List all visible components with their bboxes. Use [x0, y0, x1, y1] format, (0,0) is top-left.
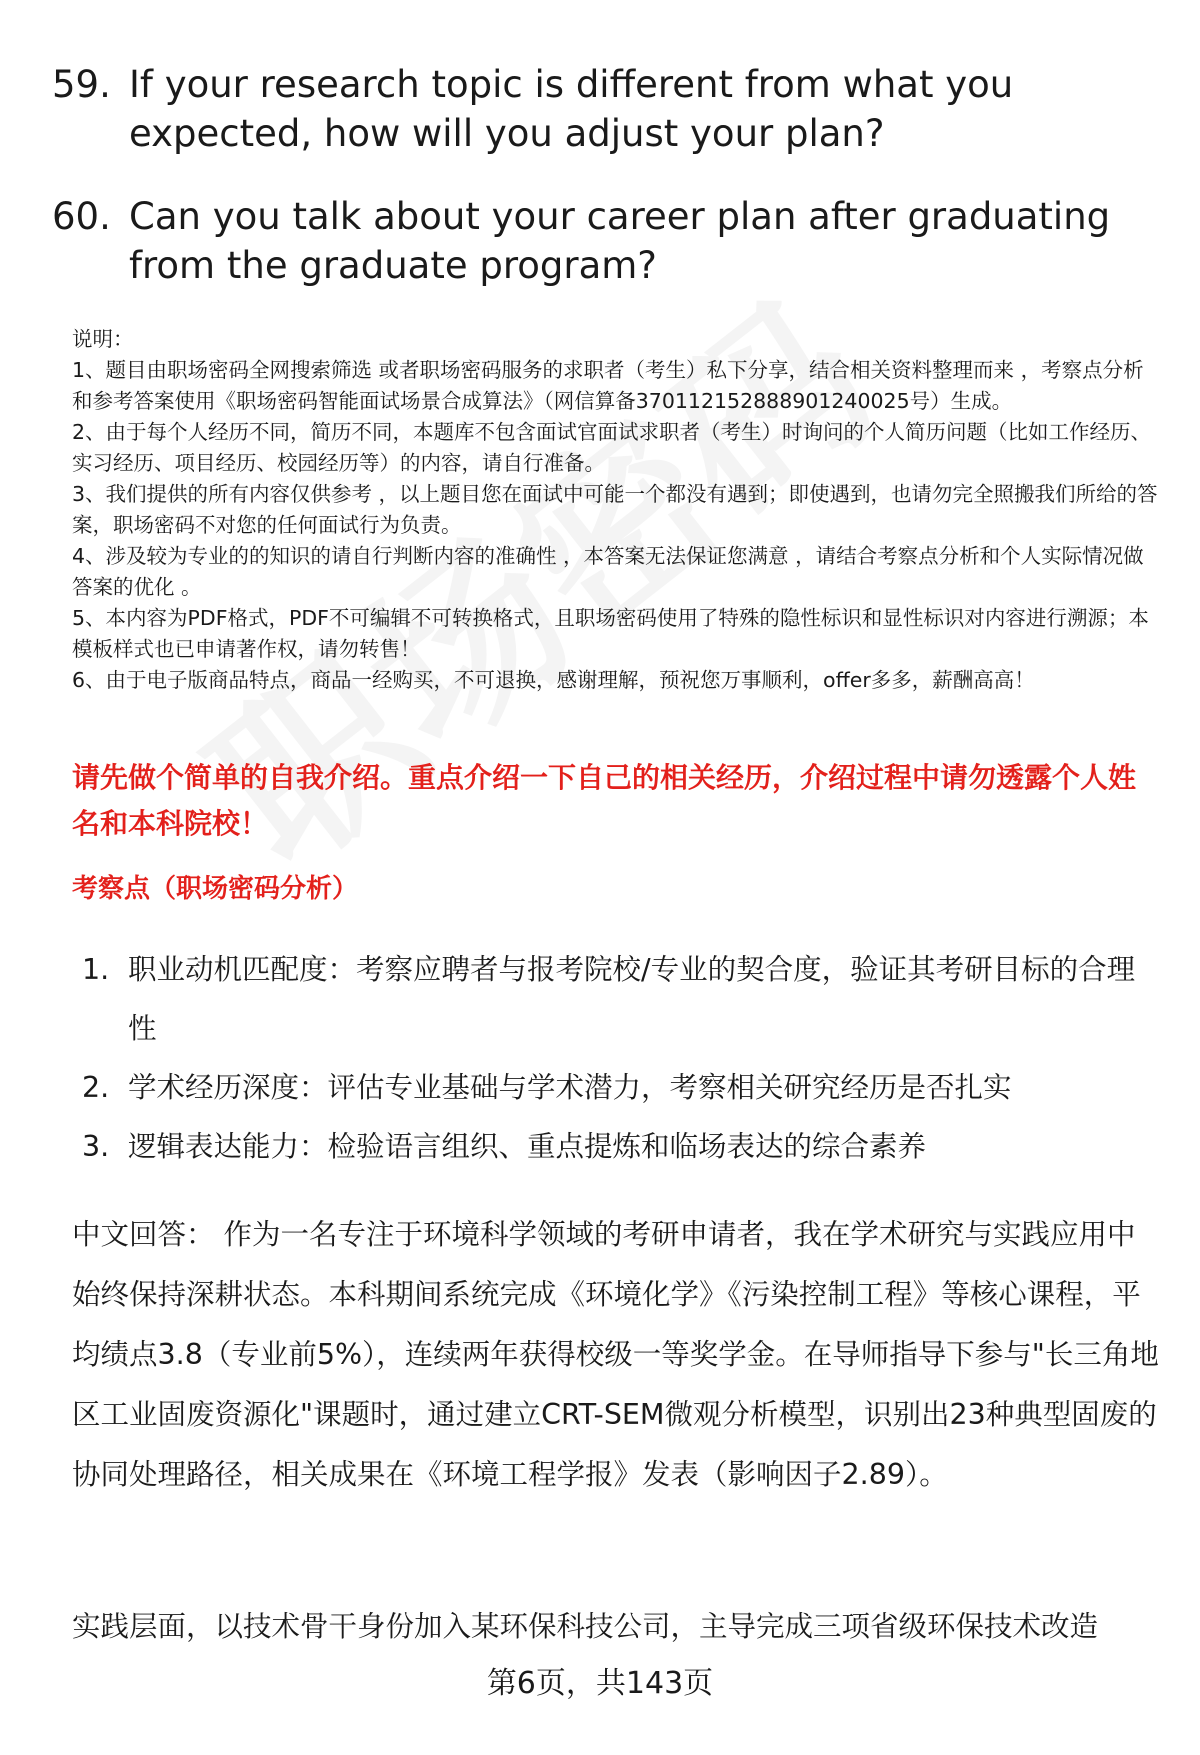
list-item — [82, 940, 1162, 1058]
note-item: 1、题目由职场密码全网搜索筛选 或者职场密码服务的求职者（考生）私下分享，结合相关资料整理而来 ，考察点分析和参考答案使用《职场密码智能面试场景合成算法》（网信算备37011215288890124​0025号）生成。 — [72, 358, 1144, 413]
note-item: 2、由于每个人经历不同，简历不同，本题库不包含面试官面试求职者（考生）时询问的个人简历问题（比如工作经历、实习经历、项目经历、校园经历等）的内容，请自行准备。 — [72, 420, 1152, 475]
practice-paragraph: 实践层面，以技术骨干身份加入某环保科技公司，主导完成三项省级环保技术改造 — [72, 1610, 1099, 1643]
question-59 — [52, 60, 1162, 158]
point-text: 逻辑表达能力：检验语言组织、重点提炼和临场表达的综合素养 — [128, 1130, 927, 1163]
interview-prompt: 请先做个简单的自我介绍。重点介绍一下自己的相关经历，介绍过程中请勿透露个人姓名和本科院校！ — [72, 761, 1137, 840]
notes-title: 说明： — [72, 327, 134, 351]
list-item — [82, 1117, 1162, 1176]
note-item: 5、本内容为PDF格式，PDF不可编辑不可转换格式，且职场密码使用了特殊的隐性标识和显性标识对内容进行溯源；本模板样式也已申请著作权，请勿转售！ — [72, 606, 1149, 661]
page-number: 第6页，共143页 — [486, 1666, 714, 1701]
point-number: 3. — [82, 1130, 110, 1163]
note-item: 6、由于电子版商品特点，商品一经购买，不可退换，感谢理解，预祝您万事顺利，offer多多，薪酬高高！ — [72, 668, 1035, 692]
question-60 — [52, 192, 1162, 290]
point-text: 学术经历深度：评估专业基础与学术潜力，考察相关研究经历是否扎实 — [128, 1071, 1012, 1104]
answer-paragraph: 中文回答： 作为一名专注于环境科学领域的考研申请者，我在学术研究与实践应用中始终保持深耕状态。本科期间系统完成《环境化学》《污染控制工程》等核心课程，平均绩点3.8（专业前5%），连续两年获得校级一等奖学金。在导师指导下参与"长三角地区工业固废资源化"课题时，通过建立CRT-SEM微观分析模型，识别出23种典型固废的协同处理路径，相关成果在《环境工程学报》发表（影响因子2.89）。 — [72, 1218, 1159, 1491]
question-number: 59. — [52, 63, 111, 106]
note-item: 3、我们提供的所有内容仅供参考 ，以上题目您在面试中可能一个都没有遇到；即使遇到，也请勿完全照搬我们所给的答案，职场密码不对您的任何面试行为负责。 — [72, 482, 1158, 537]
point-text: 职业动机匹配度：考察应聘者与报考院校/专业的契合度，验证其考研目标的合理性 — [128, 953, 1136, 1045]
list-item — [82, 1058, 1162, 1117]
question-text: Can you talk about your career plan after graduating from the graduate program? — [129, 195, 1111, 287]
point-number: 2. — [82, 1071, 110, 1104]
disclaimer-notes — [72, 324, 1162, 696]
analysis-heading: 考察点（职场密码分析） — [72, 874, 359, 904]
note-item: 4、涉及较为专业的的知识的请自行判断内容的准确性 ，本答案无法保证您满意 ，请结合考察点分析和个人实际情况做答案的优化 。 — [72, 544, 1144, 599]
question-text: If your research topic is different from what you expected, how will you adjust your plan? — [129, 63, 1014, 155]
analysis-points — [82, 940, 1162, 1176]
question-number: 60. — [52, 195, 111, 238]
point-number: 1. — [82, 953, 110, 986]
